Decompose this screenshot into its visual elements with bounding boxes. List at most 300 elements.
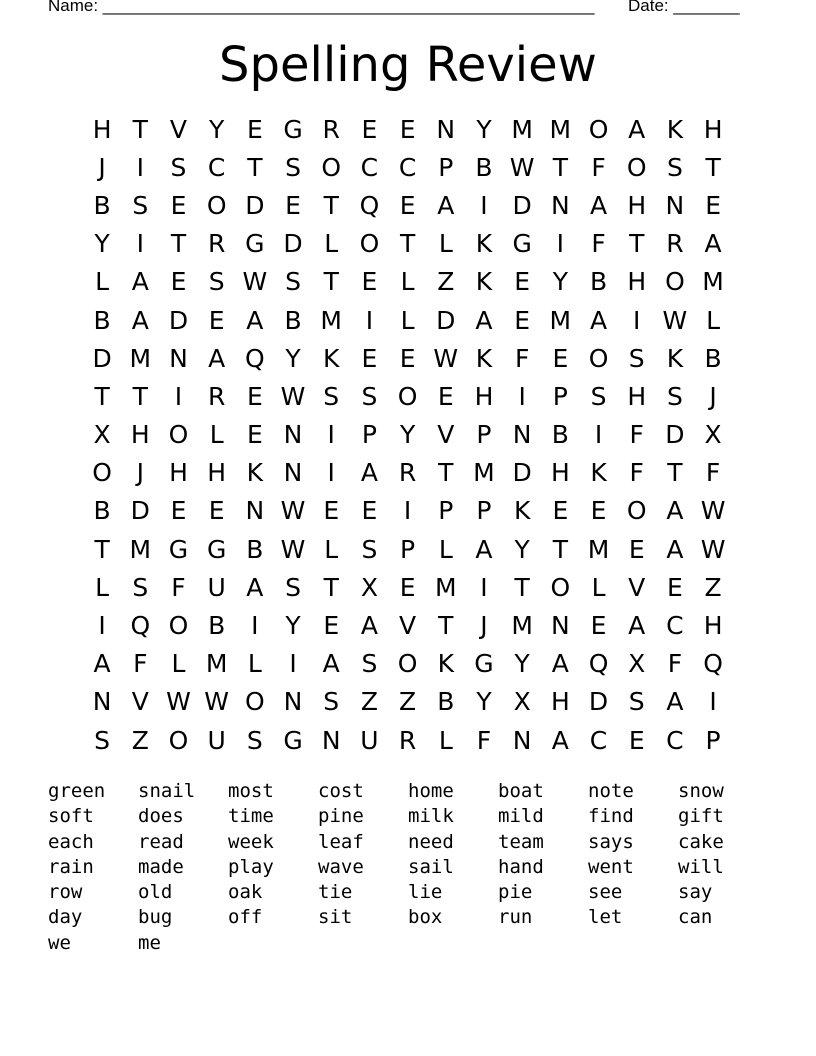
grid-cell[interactable]: A [246,305,264,335]
grid-cell[interactable]: N [283,420,303,450]
grid-cell[interactable]: V [437,420,455,450]
grid-cell[interactable]: Z [360,687,378,717]
grid-cell[interactable]: L [171,649,186,679]
grid-cell[interactable]: S [323,381,340,411]
grid-cell[interactable]: L [209,420,224,450]
grid-cell[interactable]: T [247,152,263,182]
grid-cell[interactable]: T [132,381,148,411]
grid-cell[interactable]: S [666,381,683,411]
grid-cell[interactable]: L [324,534,339,564]
grid-cell[interactable]: A [93,649,111,679]
grid-cell[interactable]: M [702,267,724,297]
grid-cell[interactable]: B [208,611,226,641]
grid-cell[interactable]: D [245,190,265,220]
grid-cell[interactable]: I [327,458,335,488]
grid-cell[interactable]: S [361,649,378,679]
grid-cell[interactable]: U [207,572,226,602]
grid-cell[interactable]: N [665,190,685,220]
grid-cell[interactable]: W [433,343,459,373]
grid-cell[interactable]: N [512,420,532,450]
grid-cell[interactable]: K [666,343,684,373]
word-bank-item: leaf [318,830,364,853]
grid-cell[interactable]: E [399,190,416,220]
grid-cell[interactable]: A [322,649,340,679]
grid-cell[interactable]: F [133,649,148,679]
grid-cell[interactable]: S [628,687,645,717]
word-bank-item: sit [318,906,353,929]
grid-cell[interactable]: I [289,649,297,679]
grid-cell[interactable]: D [130,496,150,526]
grid-cell[interactable]: E [361,496,378,526]
grid-cell[interactable]: P [438,496,454,526]
grid-cell[interactable]: O [397,381,418,411]
grid-cell[interactable]: E [628,725,645,755]
grid-cell[interactable]: A [475,305,493,335]
grid-cell[interactable]: R [398,458,417,488]
grid-cell[interactable]: T [94,534,110,564]
grid-cell[interactable]: R [207,229,226,259]
grid-cell[interactable]: I [709,687,717,717]
grid-cell[interactable]: N [283,687,303,717]
grid-cell[interactable]: Z [704,572,722,602]
grid-cell[interactable]: I [633,305,641,335]
grid-cell[interactable]: Q [703,649,723,679]
grid-cell[interactable]: L [400,305,415,335]
grid-cell[interactable]: N [436,114,456,144]
grid-cell[interactable]: B [551,420,569,450]
grid-cell[interactable]: L [247,649,262,679]
grid-cell[interactable]: M [434,572,457,602]
grid-cell[interactable]: N [169,343,188,373]
grid-cell[interactable]: T [705,152,721,182]
grid-cell[interactable]: W [700,534,726,564]
grid-cell[interactable]: E [208,496,225,526]
grid-cell[interactable]: Y [514,534,530,564]
grid-cell[interactable]: B [93,190,111,220]
grid-cell[interactable]: S [208,267,225,297]
grid-cell[interactable]: S [132,572,149,602]
grid-cell[interactable]: X [628,649,646,679]
grid-cell[interactable]: O [588,114,609,144]
grid-cell[interactable]: D [283,229,303,259]
grid-cell[interactable]: H [207,458,227,488]
grid-cell[interactable]: O [626,152,647,182]
grid-cell[interactable]: F [667,649,683,679]
grid-cell[interactable]: I [174,381,183,411]
grid-cell[interactable]: Y [476,114,492,144]
grid-cell[interactable]: C [360,152,379,182]
grid-cell[interactable]: E [361,114,378,144]
grid-cell[interactable]: A [666,534,684,564]
grid-cell[interactable]: T [667,458,683,488]
grid-cell[interactable]: W [700,496,726,526]
grid-cell[interactable]: M [320,305,342,335]
grid-cell[interactable]: P [705,725,721,755]
grid-cell[interactable]: W [280,534,306,564]
grid-cell[interactable]: H [550,687,570,717]
grid-cell[interactable]: K [475,267,493,297]
grid-cell[interactable]: F [171,572,186,602]
grid-cell[interactable]: B [589,267,608,297]
grid-cell[interactable]: W [280,381,306,411]
grid-cell[interactable]: S [170,152,187,182]
grid-cell[interactable]: R [666,229,684,259]
grid-cell[interactable]: Q [130,611,151,641]
grid-cell[interactable]: F [705,458,721,488]
grid-cell[interactable]: P [476,496,492,526]
grid-cell[interactable]: Q [588,649,609,679]
grid-cell[interactable]: D [512,458,532,488]
grid-cell[interactable]: J [98,152,106,182]
grid-cell[interactable]: E [399,114,416,144]
grid-cell[interactable]: H [627,381,647,411]
grid-cell[interactable]: U [207,725,226,755]
grid-cell[interactable]: E [285,190,301,220]
grid-cell[interactable]: T [552,534,568,564]
grid-cell[interactable]: L [324,229,339,259]
grid-cell[interactable]: E [628,534,645,564]
grid-cell[interactable]: S [246,725,263,755]
grid-cell[interactable]: E [361,343,378,373]
grid-cell[interactable]: J [136,458,144,488]
grid-cell[interactable]: L [400,267,415,297]
grid-cell[interactable]: Y [285,611,301,641]
grid-cell[interactable]: D [665,420,685,450]
word-bank-item: does [138,805,184,828]
grid-cell[interactable]: O [359,229,380,259]
grid-cell[interactable]: E [667,572,683,602]
grid-cell[interactable]: Y [399,420,416,450]
grid-cell[interactable]: Q [359,190,380,220]
grid-cell[interactable]: E [552,343,569,373]
grid-cell[interactable]: N [512,725,532,755]
grid-cell[interactable]: M [549,305,572,335]
grid-cell[interactable]: M [511,114,533,144]
grid-cell[interactable]: H [703,114,723,144]
grid-cell[interactable]: E [208,305,225,335]
grid-cell[interactable]: H [627,267,647,297]
grid-cell[interactable]: A [475,534,493,564]
grid-cell[interactable]: O [168,611,189,641]
grid-cell[interactable]: I [365,305,374,335]
grid-cell[interactable]: N [92,687,112,717]
grid-cell[interactable]: P [361,420,377,450]
grid-cell[interactable]: N [321,725,341,755]
grid-cell[interactable]: L [95,267,110,297]
grid-cell[interactable]: H [703,611,723,641]
grid-cell[interactable]: Y [514,649,530,679]
grid-cell[interactable]: E [514,305,531,335]
grid-cell[interactable]: T [399,229,416,259]
grid-cell[interactable]: C [589,725,608,755]
grid-cell[interactable]: B [475,152,493,182]
grid-cell[interactable]: A [131,305,149,335]
grid-cell[interactable]: L [95,572,110,602]
grid-cell[interactable]: D [588,687,609,717]
grid-cell[interactable]: F [629,458,644,488]
grid-cell[interactable]: D [168,305,189,335]
grid-cell[interactable]: T [514,572,530,602]
grid-cell[interactable]: T [323,190,339,220]
grid-cell[interactable]: F [629,420,644,450]
grid-cell[interactable]: S [132,190,149,220]
grid-cell[interactable]: M [129,534,152,564]
grid-cell[interactable]: B [704,343,722,373]
grid-cell[interactable]: I [518,381,526,411]
grid-cell[interactable]: A [666,496,684,526]
grid-cell[interactable]: T [323,267,339,297]
grid-cell[interactable]: A [704,229,722,259]
grid-cell[interactable]: A [360,611,378,641]
grid-cell[interactable]: A [628,611,646,641]
grid-cell[interactable]: A [628,114,646,144]
grid-cell[interactable]: T [629,229,645,259]
grid-cell[interactable]: E [246,420,263,450]
grid-cell[interactable]: A [589,190,608,220]
grid-cell[interactable]: E [399,572,416,602]
word-bank-item: went [588,855,634,878]
word-bank-item: cake [678,830,724,853]
grid-cell[interactable]: E [246,381,263,411]
date-line[interactable]: Date: _______ [628,0,740,15]
grid-cell[interactable]: A [589,305,608,335]
grid-cell[interactable]: I [556,229,565,259]
grid-cell[interactable]: O [397,649,418,679]
grid-cell[interactable]: G [168,534,189,564]
grid-cell[interactable]: A [360,458,378,488]
grid-cell[interactable]: B [93,496,111,526]
grid-cell[interactable]: S [285,152,301,182]
grid-cell[interactable]: E [552,496,569,526]
grid-cell[interactable]: R [322,114,340,144]
grid-cell[interactable]: E [246,114,263,144]
grid-cell[interactable]: K [246,458,264,488]
grid-cell[interactable]: M [587,534,610,564]
grid-cell[interactable]: E [170,496,187,526]
grid-cell[interactable]: M [511,611,533,641]
grid-cell[interactable]: A [666,687,684,717]
grid-cell[interactable]: S [361,534,378,564]
grid-cell[interactable]: I [251,611,259,641]
grid-cell[interactable]: D [512,190,532,220]
grid-cell[interactable]: Z [131,725,149,755]
word-bank-item: rain [48,855,94,878]
grid-cell[interactable]: O [665,267,685,297]
grid-cell[interactable]: J [480,611,488,641]
grid-cell[interactable]: V [169,114,188,144]
grid-cell[interactable]: E [361,267,378,297]
grid-cell[interactable]: M [205,649,228,679]
grid-cell[interactable]: E [437,381,454,411]
grid-cell[interactable]: B [93,305,111,335]
grid-cell[interactable]: S [94,725,111,755]
grid-cell[interactable]: W [166,687,191,717]
grid-cell[interactable]: A [208,343,226,373]
grid-cell[interactable]: S [285,267,301,297]
grid-cell[interactable]: G [512,229,532,259]
grid-cell[interactable]: W [662,305,688,335]
grid-cell[interactable]: O [245,687,265,717]
grid-cell[interactable]: P [438,152,454,182]
grid-cell[interactable]: K [513,496,531,526]
word-bank-item: pie [498,881,533,904]
grid-cell[interactable]: X [93,420,111,450]
grid-cell[interactable]: C [666,611,684,641]
grid-cell[interactable]: I [136,152,144,182]
grid-cell[interactable]: H [550,458,570,488]
grid-cell[interactable]: D [436,305,456,335]
grid-cell[interactable]: A [246,572,264,602]
grid-cell[interactable]: T [170,229,187,259]
grid-cell[interactable]: N [550,611,570,641]
grid-cell[interactable]: K [475,343,493,373]
grid-cell[interactable]: T [132,114,148,144]
grid-cell[interactable]: A [437,190,455,220]
grid-cell[interactable]: S [590,381,607,411]
grid-cell[interactable]: O [168,420,189,450]
grid-cell[interactable]: B [246,534,264,564]
grid-cell[interactable]: S [666,152,683,182]
grid-cell[interactable]: J [709,381,717,411]
grid-cell[interactable]: O [626,496,647,526]
grid-cell[interactable]: T [438,458,454,488]
grid-cell[interactable]: L [438,229,453,259]
grid-cell[interactable]: O [92,458,112,488]
grid-cell[interactable]: I [594,420,603,450]
grid-cell[interactable]: E [170,267,187,297]
grid-cell[interactable]: K [437,649,454,679]
grid-cell[interactable]: N [245,496,265,526]
grid-cell[interactable]: V [399,611,417,641]
grid-cell[interactable]: V [131,687,149,717]
grid-cell[interactable]: L [438,725,453,755]
grid-cell[interactable]: V [628,572,646,602]
grid-cell[interactable]: E [514,267,531,297]
grid-cell[interactable]: E [399,343,416,373]
grid-cell[interactable]: P [476,420,492,450]
grid-cell[interactable]: Z [437,267,455,297]
grid-cell[interactable]: E [323,496,340,526]
word-bank-item: week [228,830,274,853]
grid-cell[interactable]: O [168,725,189,755]
grid-cell[interactable]: C [207,152,226,182]
word-bank-item: lie [408,881,443,904]
grid-cell[interactable]: U [360,725,379,755]
grid-cell[interactable]: I [136,229,144,259]
grid-cell[interactable]: B [437,687,455,717]
grid-cell[interactable]: Y [476,687,492,717]
grid-cell[interactable]: W [204,687,230,717]
grid-cell[interactable]: P [552,381,568,411]
grid-cell[interactable]: R [398,725,417,755]
grid-cell[interactable]: S [285,572,301,602]
grid-cell[interactable]: I [98,611,106,641]
grid-cell[interactable]: T [94,381,110,411]
grid-cell[interactable]: H [169,458,188,488]
grid-cell[interactable]: Y [552,267,568,297]
grid-cell[interactable]: F [514,343,530,373]
grid-cell[interactable]: Y [285,343,301,373]
grid-cell[interactable]: H [627,190,647,220]
grid-cell[interactable]: C [398,152,417,182]
grid-cell[interactable]: W [509,152,535,182]
grid-cell[interactable]: X [513,687,531,717]
grid-cell[interactable]: L [438,534,453,564]
grid-cell[interactable]: I [480,190,488,220]
grid-cell[interactable]: F [591,152,606,182]
grid-cell[interactable]: H [474,381,494,411]
grid-cell[interactable]: O [588,343,609,373]
grid-cell[interactable]: I [480,572,488,602]
grid-cell[interactable]: S [361,381,378,411]
grid-cell[interactable]: H [92,114,112,144]
grid-cell[interactable]: G [245,229,265,259]
grid-cell[interactable]: G [206,534,227,564]
grid-cell[interactable]: T [323,572,339,602]
grid-cell[interactable]: G [474,649,494,679]
grid-cell[interactable]: E [323,611,340,641]
grid-cell[interactable]: E [590,611,607,641]
grid-cell[interactable]: N [283,458,303,488]
grid-cell[interactable]: K [666,114,684,144]
grid-cell[interactable]: X [704,420,722,450]
grid-cell[interactable]: S [628,343,645,373]
grid-cell[interactable]: E [170,190,187,220]
grid-cell[interactable]: C [666,725,684,755]
grid-cell[interactable]: A [551,649,569,679]
grid-cell[interactable]: F [476,725,492,755]
grid-cell[interactable]: W [280,496,306,526]
grid-cell[interactable]: M [129,343,152,373]
grid-cell[interactable]: M [549,114,572,144]
grid-cell[interactable]: A [131,267,149,297]
grid-cell[interactable]: I [403,496,412,526]
grid-cell[interactable]: L [591,572,606,602]
grid-cell[interactable]: O [206,190,227,220]
grid-cell[interactable]: F [591,229,606,259]
grid-cell[interactable]: T [552,152,568,182]
grid-cell[interactable]: E [705,190,721,220]
grid-cell[interactable]: H [130,420,150,450]
grid-cell[interactable]: Z [399,687,417,717]
grid-cell[interactable]: R [207,381,226,411]
grid-cell[interactable]: K [323,343,340,373]
grid-cell[interactable]: A [551,725,569,755]
grid-cell[interactable]: L [706,305,721,335]
grid-cell[interactable]: K [475,229,493,259]
grid-cell[interactable]: S [323,687,340,717]
grid-cell[interactable]: N [550,190,570,220]
grid-cell[interactable]: E [590,496,607,526]
grid-cell[interactable]: O [321,152,342,182]
grid-cell[interactable]: Y [209,114,225,144]
grid-cell[interactable]: B [284,305,302,335]
grid-cell[interactable]: Q [245,343,265,373]
grid-cell[interactable]: Y [94,229,110,259]
grid-cell[interactable]: G [283,114,303,144]
grid-cell[interactable]: W [242,267,268,297]
grid-cell[interactable]: M [473,458,495,488]
grid-cell[interactable]: O [550,572,571,602]
grid-cell[interactable]: D [92,343,112,373]
grid-cell[interactable]: K [590,458,607,488]
grid-cell[interactable]: I [327,420,335,450]
name-line[interactable]: Name: ____________________________________________________ [48,0,595,15]
grid-cell[interactable]: T [438,611,454,641]
grid-cell[interactable]: X [360,572,378,602]
grid-cell[interactable]: G [283,725,303,755]
grid-cell[interactable]: P [400,534,416,564]
